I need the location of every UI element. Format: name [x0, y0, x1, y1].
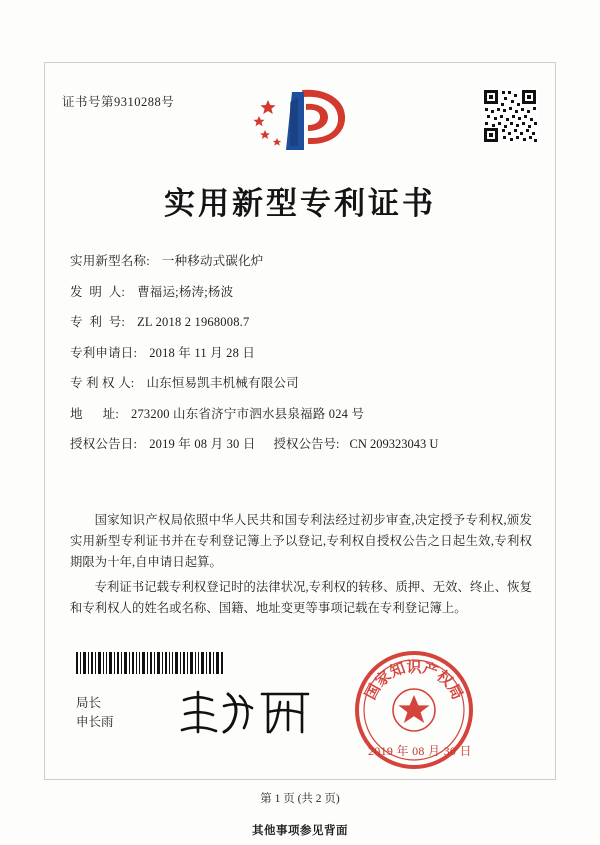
- certificate-number: 证书号第9310288号: [62, 95, 175, 109]
- field-row-name: [70, 252, 532, 270]
- field-label: 地 址:: [70, 406, 120, 421]
- field-row-inventor: [70, 283, 532, 301]
- field-list: [70, 252, 532, 466]
- handwritten-signature-icon: [176, 686, 316, 738]
- field-label: 专利申请日:: [70, 345, 138, 360]
- field-row-patentee: [70, 374, 532, 392]
- field-label: 发 明 人:: [70, 284, 126, 299]
- svg-text:国家知识产权局: 国家知识产权局: [362, 660, 466, 703]
- field-row-patent-number: [70, 313, 532, 331]
- legal-paragraph-2: 专利证书记载专利权登记时的法律状况,专利权的转移、质押、无效、终止、恢复和专利权人的姓名或名称、国籍、地址变更等事项记载在专利登记簿上。: [70, 580, 532, 615]
- field-value: 一种移动式碳化炉: [161, 254, 264, 268]
- field-label: 授权公告日:: [70, 437, 138, 451]
- seal-date: 2019 年 08 月 30 日: [368, 744, 472, 758]
- page-title: 实用新型专利证书: [164, 186, 436, 221]
- page-number: 第 1 页 (共 2 页): [260, 793, 340, 805]
- field-row-grant: [70, 435, 532, 453]
- qr-code-icon: [482, 88, 538, 144]
- field-label: 实用新型名称:: [70, 254, 150, 268]
- field-label-secondary: 授权公告号:: [273, 437, 340, 451]
- field-value: 曹福运;杨涛;杨波: [137, 284, 234, 299]
- field-value-secondary: CN 209323043 U: [349, 437, 439, 451]
- footer-note: 其他事项参见背面: [252, 825, 348, 837]
- field-row-address: [70, 405, 532, 423]
- cnipa-logo-icon: [246, 84, 354, 158]
- field-value: 2018 年 11 月 28 日: [149, 345, 256, 360]
- director-name: 申长雨: [76, 715, 114, 729]
- field-value: 273200 山东省济宁市泗水县泉福路 024 号: [131, 406, 365, 421]
- field-label: 专 利 号:: [70, 315, 126, 329]
- field-value: ZL 2018 2 1968008.7: [137, 315, 250, 329]
- director-label: 局长: [76, 696, 102, 710]
- field-value: 2019 年 08 月 30 日: [149, 437, 256, 451]
- legal-text-block: [70, 510, 532, 623]
- legal-paragraph-1: 国家知识产权局依照中华人民共和国专利法经过初步审查,决定授予专利权,颁发实用新型专利证书并在专利登记簿上予以登记,专利权自授权公告之日起生效,专利权期限为十年,自申请日起算。: [70, 513, 532, 569]
- field-row-application-date: [70, 344, 532, 362]
- field-label: 专 利 权 人:: [70, 376, 135, 390]
- director-block: [76, 694, 114, 732]
- field-value: 山东恒易凯丰机械有限公司: [146, 376, 299, 390]
- barcode-icon: [76, 652, 224, 674]
